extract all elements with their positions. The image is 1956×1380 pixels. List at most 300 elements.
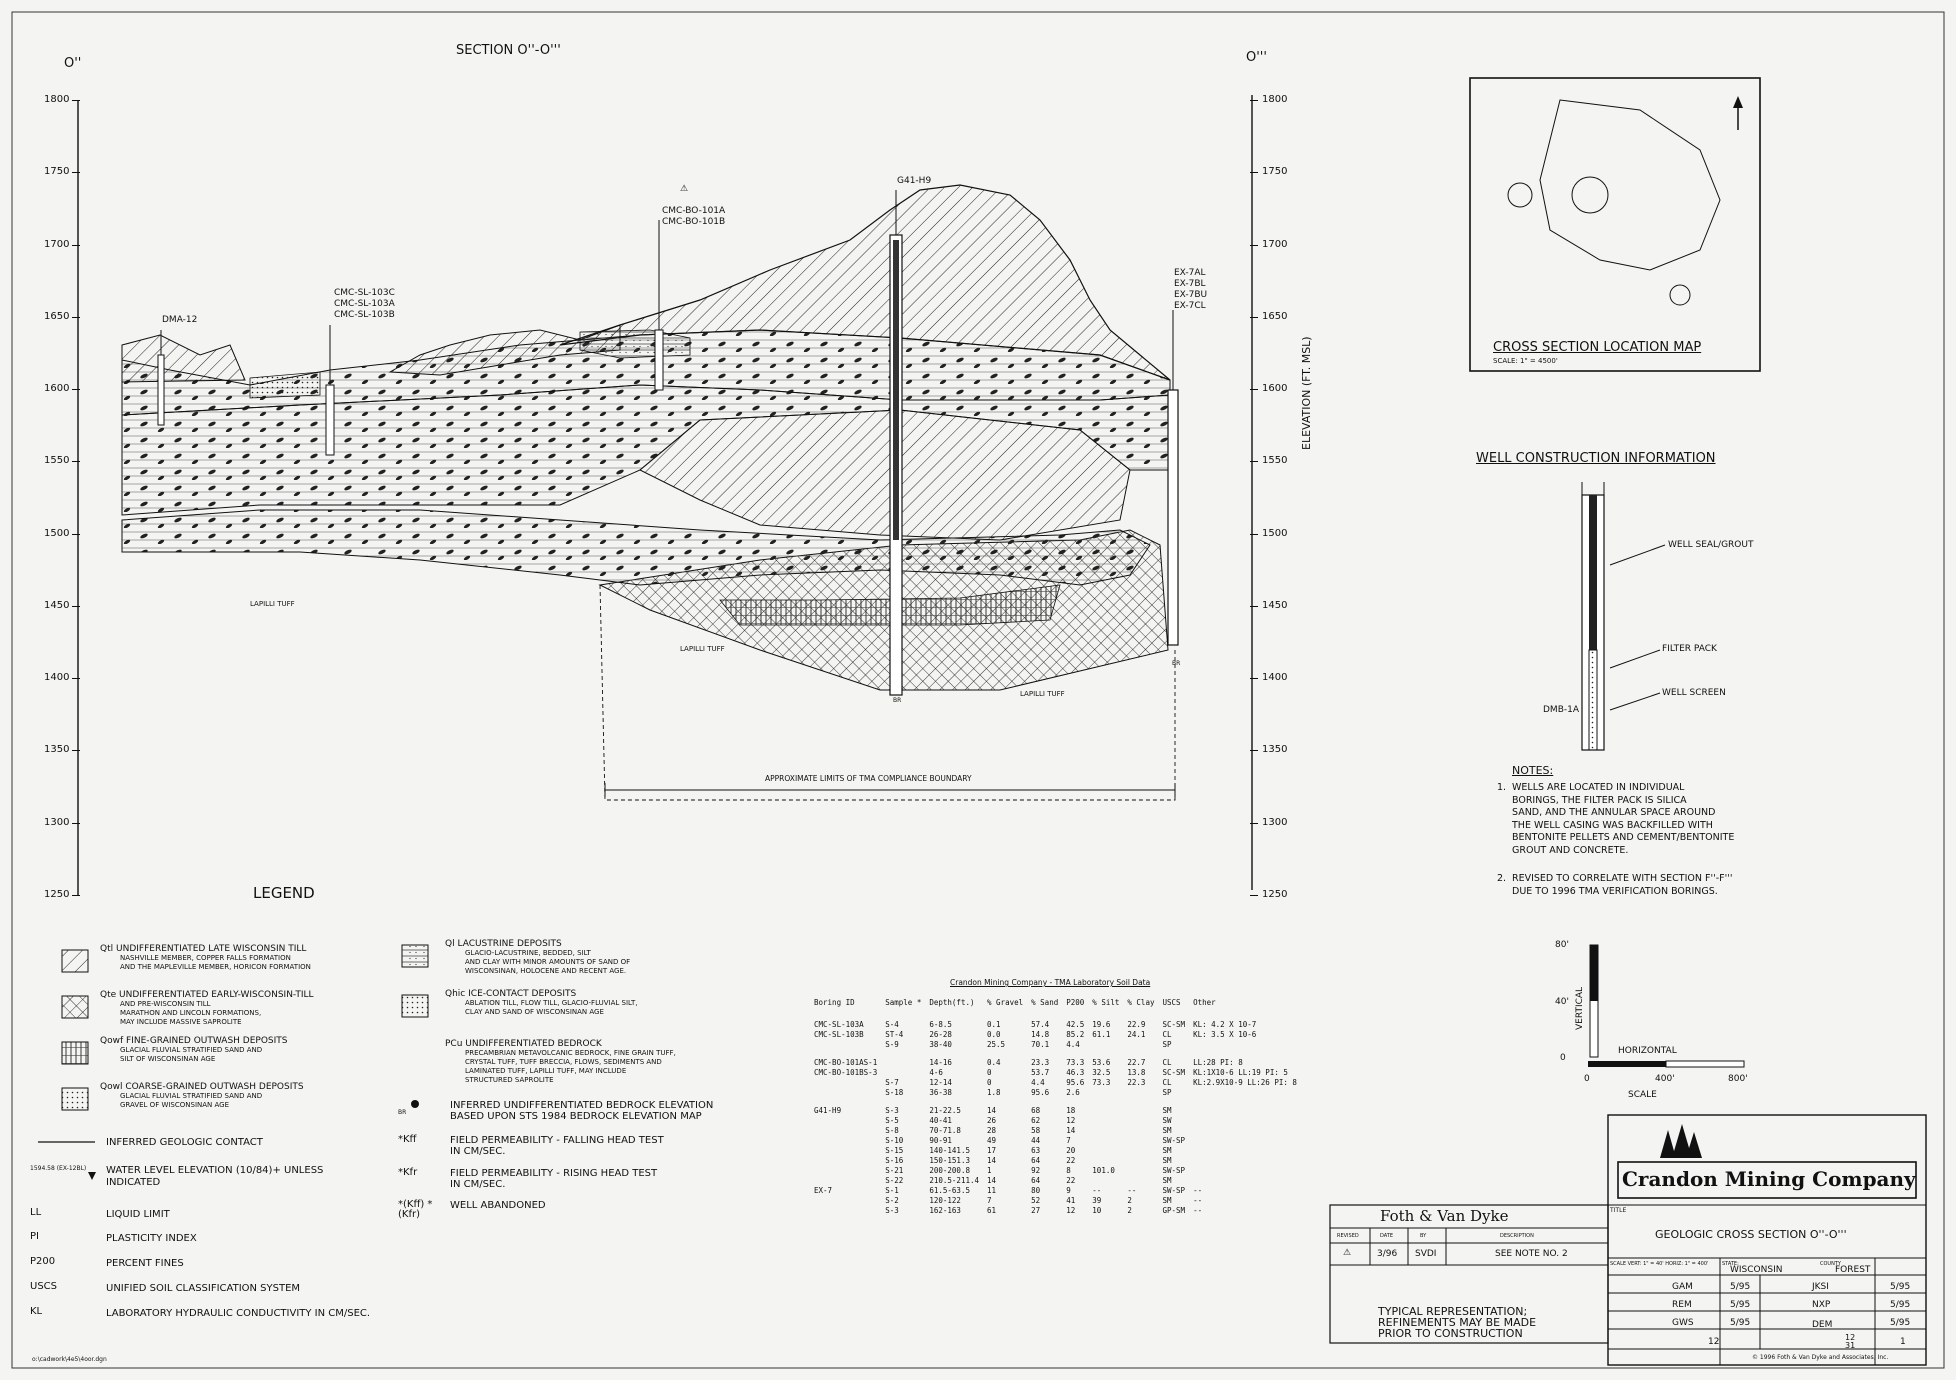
section-left-end: O'' bbox=[64, 56, 82, 71]
right-tick-label: 1600 bbox=[1262, 383, 1288, 395]
table-cell bbox=[1088, 1136, 1123, 1146]
left-tick-mark bbox=[72, 461, 80, 462]
table-cell: SW-SP bbox=[1162, 1186, 1186, 1195]
table-cell: 63 bbox=[1031, 1146, 1041, 1155]
table-cell bbox=[810, 1196, 881, 1206]
location-map bbox=[1470, 78, 1760, 371]
legend-item-title: UNDIFFERENTIATED EARLY-WISCONSIN-TILL bbox=[119, 990, 314, 1000]
legend-item-desc: MAY INCLUDE MASSIVE SAPROLITE bbox=[120, 1018, 242, 1026]
legend-symbol-text: WATER LEVEL ELEVATION (10/84)+ UNLESS INDICATED bbox=[106, 1165, 324, 1188]
legend-symbol: KL bbox=[30, 1306, 43, 1317]
table-cell: 64 bbox=[1031, 1156, 1041, 1165]
left-tick-mark bbox=[72, 172, 80, 173]
table-row bbox=[810, 1126, 1301, 1136]
table-cell bbox=[1189, 1116, 1301, 1126]
late-till-wedge bbox=[640, 410, 1130, 540]
table-cell: 210.5-211.4 bbox=[929, 1176, 980, 1185]
table-cell bbox=[1189, 1146, 1301, 1156]
table-cell: 12 bbox=[1066, 1206, 1076, 1215]
location-map-scale: SCALE: 1" = 4500' bbox=[1493, 357, 1558, 365]
legend-item bbox=[445, 990, 637, 1017]
copyright: © 1996 Foth & Van Dyke and Associates, Inc. bbox=[1752, 1354, 1889, 1361]
soil-data-table bbox=[810, 998, 1301, 1216]
left-tick-mark bbox=[72, 606, 80, 607]
note-number: 1. bbox=[1497, 782, 1507, 793]
table-cell: 46.3 bbox=[1066, 1068, 1085, 1077]
legend-symbol-text: UNIFIED SOIL CLASSIFICATION SYSTEM bbox=[106, 1283, 301, 1294]
left-tick-mark bbox=[72, 895, 80, 896]
br-label-g41: BR bbox=[893, 697, 902, 704]
file-path: o:\cadwork\4e5\4oor.dgn bbox=[32, 1356, 107, 1363]
table-cell: CMC-BO-101AS-1 bbox=[814, 1058, 878, 1067]
legend-item bbox=[100, 1083, 304, 1110]
right-tick-mark bbox=[1250, 389, 1258, 390]
table-header-cell: Other bbox=[1193, 998, 1216, 1007]
table-cell: 20 bbox=[1066, 1146, 1076, 1155]
table-cell: KL:2.9X10-9 LL:26 PI: 8 bbox=[1193, 1078, 1297, 1087]
right-tick-label: 1300 bbox=[1262, 816, 1288, 828]
horizontal-scale-label: HORIZONTAL bbox=[1618, 1046, 1677, 1056]
legend-item bbox=[445, 1040, 676, 1085]
legend-item bbox=[100, 991, 314, 1027]
table-cell: KL:1X10-6 LL:19 PI: 5 bbox=[1193, 1068, 1288, 1077]
legend-symbol: LL bbox=[30, 1207, 42, 1218]
filter-pack-label: FILTER PACK bbox=[1662, 644, 1717, 654]
table-cell bbox=[1123, 1166, 1158, 1176]
typical-representation-note: TYPICAL REPRESENTATION; REFINEMENTS MAY BE MADE PRIOR TO CONSTRUCTION bbox=[1378, 1305, 1537, 1340]
table-cell: 39 bbox=[1092, 1196, 1102, 1205]
section-title: SECTION O''-O''' bbox=[456, 43, 561, 58]
label-cmc-sl: CMC-SL-103C CMC-SL-103A CMC-SL-103B bbox=[334, 288, 395, 320]
legend-item-desc: SILT OF WISCONSINAN AGE bbox=[120, 1055, 216, 1063]
legend-item-desc: MARATHON AND LINCOLN FORMATIONS, bbox=[120, 1009, 262, 1017]
legend-symbol: USCS bbox=[30, 1281, 57, 1292]
legend-symbol-text: PERCENT FINES bbox=[106, 1258, 184, 1269]
table-cell bbox=[810, 1176, 881, 1186]
table-cell bbox=[1123, 1126, 1158, 1136]
table-cell: 53.7 bbox=[1031, 1068, 1050, 1077]
table-cell bbox=[810, 1166, 881, 1176]
note-line: THE WELL CASING WAS BACKFILLED WITH bbox=[1512, 819, 1713, 831]
drawn-by: GAM bbox=[1672, 1282, 1693, 1292]
table-cell bbox=[1088, 1116, 1123, 1126]
table-cell: 0.0 bbox=[987, 1030, 1001, 1039]
table-cell bbox=[1123, 1088, 1158, 1098]
legend-item-desc: CLAY AND SAND OF WISCONSINAN AGE bbox=[465, 1008, 604, 1016]
table-row bbox=[810, 1156, 1301, 1166]
legend-symbol-text-2: IN CM/SEC. bbox=[450, 1179, 506, 1190]
well-seal-label: WELL SEAL/GROUT bbox=[1668, 540, 1754, 550]
table-cell: 4.4 bbox=[1066, 1040, 1080, 1049]
table-cell: 23.3 bbox=[1031, 1058, 1050, 1067]
legend-item bbox=[100, 1037, 288, 1064]
table-header-cell: USCS bbox=[1162, 998, 1181, 1007]
table-cell: 44 bbox=[1031, 1136, 1041, 1145]
left-tick-label: 1450 bbox=[44, 599, 70, 611]
table-cell: 2 bbox=[1127, 1196, 1132, 1205]
table-cell: G41-H9 bbox=[814, 1106, 842, 1115]
scale-info: SCALE VERT: 1" = 40' HORIZ: 1" = 400' bbox=[1610, 1261, 1709, 1267]
table-cell bbox=[810, 1116, 881, 1126]
table-cell bbox=[1189, 1156, 1301, 1166]
table-header-cell: Sample * bbox=[885, 998, 922, 1007]
legend-code: PCu bbox=[445, 1039, 463, 1049]
legend-code: Qte bbox=[100, 990, 117, 1000]
note-line: WELLS ARE LOCATED IN INDIVIDUAL bbox=[1512, 782, 1685, 793]
table-header-cell: % Clay bbox=[1127, 998, 1155, 1007]
vertical-scale-label: VERTICAL bbox=[1575, 986, 1585, 1030]
left-tick-mark bbox=[72, 389, 80, 390]
boring-ex-7 bbox=[1168, 310, 1178, 645]
boring-g41-h9 bbox=[890, 190, 902, 695]
legend-symbol-text: WELL ABANDONED bbox=[450, 1200, 546, 1211]
table-cell: -- bbox=[1092, 1186, 1102, 1195]
table-cell bbox=[1088, 1156, 1123, 1166]
note-line: REVISED TO CORRELATE WITH SECTION F''-F''' bbox=[1512, 873, 1733, 884]
lapilli-tuff-right: LAPILLI TUFF bbox=[1020, 690, 1065, 698]
right-tick-label: 1350 bbox=[1262, 744, 1288, 756]
label-dma-12: DMA-12 bbox=[162, 315, 198, 325]
table-cell: S-10 bbox=[885, 1136, 904, 1145]
legend-item-desc: CRYSTAL TUFF, TUFF BRECCIA, FLOWS, SEDIMENTS AND bbox=[465, 1058, 662, 1066]
scale-label: SCALE bbox=[1628, 1090, 1657, 1100]
rev-header-revised: REVISED bbox=[1337, 1233, 1359, 1239]
table-cell: SP bbox=[1162, 1040, 1172, 1049]
legend-code: Qowl bbox=[100, 1082, 123, 1092]
approved-date-1: 5/95 bbox=[1730, 1300, 1751, 1310]
tma-boundary-label: APPROXIMATE LIMITS OF TMA COMPLIANCE BOUNDARY bbox=[765, 774, 972, 783]
table-cell bbox=[810, 1156, 881, 1166]
right-tick-label: 1800 bbox=[1262, 94, 1288, 105]
legend-item-desc: PRECAMBRIAN METAVOLCANIC BEDROCK, FINE GRAIN TUFF, bbox=[465, 1049, 676, 1057]
section-right-end: O''' bbox=[1246, 50, 1267, 65]
table-row bbox=[810, 1088, 1301, 1098]
table-cell: 22.3 bbox=[1127, 1078, 1146, 1087]
left-tick-label: 1350 bbox=[44, 744, 70, 756]
table-cell bbox=[881, 1068, 925, 1078]
legend-symbol: P200 bbox=[30, 1256, 56, 1267]
table-cell: 14 bbox=[987, 1156, 997, 1165]
table-row bbox=[810, 1078, 1301, 1088]
left-tick-mark bbox=[72, 823, 80, 824]
table-header-cell: % Silt bbox=[1092, 998, 1120, 1007]
legend-item-desc: WISCONSINAN, HOLOCENE AND RECENT AGE. bbox=[465, 967, 627, 975]
table-cell: 10 bbox=[1092, 1206, 1102, 1215]
rev-header-date: DATE bbox=[1380, 1233, 1394, 1239]
legend-code: Qowf bbox=[100, 1036, 124, 1046]
table-cell bbox=[1189, 1106, 1301, 1116]
boring-cmc-sl-103 bbox=[326, 325, 334, 455]
table-cell: 49 bbox=[987, 1136, 997, 1145]
table-cell: SP bbox=[1162, 1088, 1172, 1097]
table-cell: S-22 bbox=[885, 1176, 904, 1185]
legend-symbol: PI bbox=[30, 1231, 39, 1242]
rev-description: SEE NOTE NO. 2 bbox=[1495, 1249, 1568, 1259]
left-tick-label: 1550 bbox=[44, 455, 70, 467]
table-cell: 61.1 bbox=[1092, 1030, 1111, 1039]
table-cell: SM bbox=[1162, 1196, 1172, 1205]
legend-item-desc: AND PRE-WISCONSIN TILL bbox=[120, 1000, 211, 1008]
legend-symbol: *(Kff) *(Kfr) bbox=[398, 1199, 433, 1220]
table-row bbox=[810, 1040, 1301, 1050]
table-cell: EX-7 bbox=[814, 1186, 833, 1195]
legend-item-desc: AND THE MAPLEVILLE MEMBER, HORICON FORMATION bbox=[120, 963, 311, 971]
rev-by: SVDI bbox=[1415, 1249, 1437, 1259]
table-cell: SW bbox=[1162, 1116, 1172, 1125]
table-header-row bbox=[810, 998, 1301, 1008]
right-tick-mark bbox=[1250, 606, 1258, 607]
right-tick-mark bbox=[1250, 823, 1258, 824]
legend-item-desc: LAMINATED TUFF, LAPILLI TUFF, MAY INCLUDE bbox=[465, 1067, 627, 1075]
hscale-tick-800: 800' bbox=[1728, 1074, 1748, 1084]
table-cell: SM bbox=[1162, 1176, 1172, 1185]
legend-symbol-text: PLASTICITY INDEX bbox=[106, 1233, 197, 1244]
table-cell: 28 bbox=[987, 1126, 997, 1135]
table-cell: S-8 bbox=[885, 1126, 899, 1135]
br-label-ex7: BR bbox=[1172, 660, 1181, 667]
table-cell: 120-122 bbox=[929, 1196, 961, 1205]
left-hill-late-till bbox=[122, 335, 245, 382]
table-cell: 70.1 bbox=[1031, 1040, 1050, 1049]
table-cell: 36-38 bbox=[929, 1088, 952, 1097]
table-row bbox=[810, 1166, 1301, 1176]
table-header-cell: Depth(ft.) bbox=[929, 998, 975, 1007]
table-cell: 53.6 bbox=[1092, 1058, 1111, 1067]
hscale-tick-0: 0 bbox=[1584, 1074, 1590, 1084]
table-cell: KL: 4.2 X 10-7 bbox=[1193, 1020, 1257, 1029]
note-line: DUE TO 1996 TMA VERIFICATION BORINGS. bbox=[1512, 885, 1718, 897]
right-tick-mark bbox=[1250, 461, 1258, 462]
table-cell: SW-SP bbox=[1162, 1166, 1186, 1175]
right-tick-mark bbox=[1250, 245, 1258, 246]
table-row bbox=[810, 1206, 1301, 1216]
left-tick-mark bbox=[72, 100, 80, 101]
legend-item-title: LACUSTRINE DEPOSITS bbox=[457, 939, 562, 949]
vscale-tick-40: 40' bbox=[1555, 997, 1569, 1007]
note-line: GROUT AND CONCRETE. bbox=[1512, 844, 1629, 856]
table-cell: SM bbox=[1162, 1126, 1172, 1135]
table-cell: 4.4 bbox=[1031, 1078, 1045, 1087]
table-cell: S-3 bbox=[885, 1106, 899, 1115]
legend-symbol-text: LABORATORY HYDRAULIC CONDUCTIVITY IN CM/SEC. bbox=[106, 1308, 371, 1319]
table-cell: 22 bbox=[1066, 1156, 1076, 1165]
table-cell bbox=[1123, 1146, 1158, 1156]
rev-header-by: BY bbox=[1420, 1233, 1427, 1239]
checked-date: 5/95 bbox=[1890, 1282, 1911, 1292]
table-cell: 92 bbox=[1031, 1166, 1041, 1175]
table-cell: S-18 bbox=[885, 1088, 904, 1097]
note-number: 2. bbox=[1497, 873, 1507, 884]
table-row bbox=[810, 1146, 1301, 1156]
table-cell: 7 bbox=[1066, 1136, 1071, 1145]
table-cell: SM bbox=[1162, 1156, 1172, 1165]
soil-table-title: Crandon Mining Company - TMA Laboratory Soil Data bbox=[950, 978, 1151, 987]
table-cell: 85.2 bbox=[1066, 1030, 1085, 1039]
table-cell: 58 bbox=[1031, 1126, 1041, 1135]
legend-item-desc: ABLATION TILL, FLOW TILL, GLACIO-FLUVIAL SILT, bbox=[465, 999, 638, 1007]
state-label: STATE: bbox=[1722, 1261, 1739, 1267]
left-tick-label: 1400 bbox=[44, 672, 70, 684]
table-cell: 9 bbox=[1066, 1186, 1071, 1195]
table-cell: 40-41 bbox=[929, 1116, 952, 1125]
right-tick-label: 1500 bbox=[1262, 527, 1288, 539]
legend-symbol-entry bbox=[450, 1135, 664, 1157]
table-cell: CMC-SL-103B bbox=[814, 1030, 864, 1039]
table-cell bbox=[1088, 1106, 1123, 1116]
table-cell: SC-SM bbox=[1162, 1068, 1186, 1077]
approved-date-4: 5/95 bbox=[1890, 1318, 1911, 1328]
table-row bbox=[810, 1106, 1301, 1116]
left-tick-label: 1600 bbox=[44, 383, 70, 395]
left-tick-mark bbox=[72, 534, 80, 535]
table-cell: CMC-SL-103A bbox=[814, 1020, 864, 1029]
legend-item-desc: NASHVILLE MEMBER, COPPER FALLS FORMATION bbox=[120, 954, 291, 962]
right-tick-mark bbox=[1250, 172, 1258, 173]
right-tick-label: 1650 bbox=[1262, 310, 1288, 322]
table-cell: 70-71.8 bbox=[929, 1126, 961, 1135]
left-tick-label: 1700 bbox=[44, 238, 70, 250]
warning-triangle-icon: ⚠ bbox=[680, 184, 689, 194]
table-cell: 26 bbox=[987, 1116, 997, 1125]
legend-item-title: FINE-GRAINED OUTWASH DEPOSITS bbox=[126, 1036, 288, 1046]
drawn-date: 5/95 bbox=[1730, 1282, 1751, 1292]
table-cell: 38-40 bbox=[929, 1040, 952, 1049]
table-cell: 11 bbox=[987, 1186, 997, 1195]
legend-symbol: *Kfr bbox=[398, 1167, 418, 1178]
table-cell: -- bbox=[1193, 1186, 1203, 1195]
geologic-section bbox=[122, 185, 1175, 800]
table-cell: -- bbox=[1193, 1196, 1203, 1205]
table-cell bbox=[1088, 1040, 1123, 1050]
table-cell: 1 bbox=[987, 1166, 992, 1175]
left-tick-label: 1250 bbox=[44, 889, 70, 900]
well-info-title: WELL CONSTRUCTION INFORMATION bbox=[1476, 451, 1716, 466]
right-tick-mark bbox=[1250, 317, 1258, 318]
legend-item-desc: GLACIAL FLUVIAL STRATIFIED SAND AND bbox=[120, 1046, 263, 1054]
table-cell: S-15 bbox=[885, 1146, 904, 1155]
table-cell: -- bbox=[1127, 1186, 1137, 1195]
table-cell bbox=[1189, 1136, 1301, 1146]
table-cell: S-1 bbox=[885, 1186, 899, 1195]
table-cell bbox=[810, 1146, 881, 1156]
location-map-title: CROSS SECTION LOCATION MAP bbox=[1493, 340, 1702, 355]
table-row bbox=[810, 1136, 1301, 1146]
legend-item bbox=[445, 940, 630, 976]
table-cell: 64 bbox=[1031, 1176, 1041, 1185]
legend-symbol-text: LIQUID LIMIT bbox=[106, 1209, 170, 1220]
approved-by-2: NXP bbox=[1812, 1300, 1831, 1310]
table-cell bbox=[810, 1126, 881, 1136]
table-cell: 90-91 bbox=[929, 1136, 952, 1145]
table-row bbox=[810, 1196, 1301, 1206]
table-cell bbox=[1123, 1040, 1158, 1050]
table-cell: 14 bbox=[1066, 1126, 1076, 1135]
rev-header-description: DESCRIPTION bbox=[1500, 1233, 1534, 1239]
vscale-tick-0: 0 bbox=[1560, 1053, 1566, 1063]
table-cell bbox=[1189, 1088, 1301, 1098]
legend-code: Qtl bbox=[100, 944, 114, 954]
table-cell: 19.6 bbox=[1092, 1020, 1111, 1029]
table-cell: -- bbox=[1193, 1206, 1203, 1215]
left-tick-label: 1500 bbox=[44, 527, 70, 539]
legend-item-desc: AND CLAY WITH MINOR AMOUNTS OF SAND OF bbox=[465, 958, 631, 966]
table-cell: 27 bbox=[1031, 1206, 1041, 1215]
left-tick-mark bbox=[72, 317, 80, 318]
table-cell bbox=[1088, 1088, 1123, 1098]
table-cell: 4-6 bbox=[929, 1068, 943, 1077]
legend-symbol: 1594.58 (EX-12BL) bbox=[30, 1165, 87, 1172]
table-cell: 14 bbox=[987, 1106, 997, 1115]
table-header-cell: % Sand bbox=[1031, 998, 1059, 1007]
table-cell: 14 bbox=[987, 1176, 997, 1185]
table-cell: S-21 bbox=[885, 1166, 904, 1175]
table-row bbox=[810, 1020, 1301, 1030]
table-cell: SW-SP bbox=[1162, 1136, 1186, 1145]
table-cell: 162-163 bbox=[929, 1206, 961, 1215]
left-tick-mark bbox=[72, 750, 80, 751]
table-cell: 0 bbox=[987, 1078, 992, 1087]
table-cell: 24.1 bbox=[1127, 1030, 1146, 1039]
table-cell: 25.5 bbox=[987, 1040, 1006, 1049]
vscale-tick-80: 80' bbox=[1555, 940, 1569, 950]
legend-title: LEGEND bbox=[253, 884, 315, 902]
table-cell bbox=[1189, 1176, 1301, 1186]
ice-contact-deposit bbox=[250, 372, 320, 398]
table-row bbox=[810, 1058, 1301, 1068]
table-cell: 200-200.8 bbox=[929, 1166, 970, 1175]
rev-date: 3/96 bbox=[1377, 1249, 1398, 1259]
legend-item-desc: GRAVEL OF WISCONSINAN AGE bbox=[120, 1101, 230, 1109]
table-cell: S-5 bbox=[885, 1116, 899, 1125]
county-label: COUNTY bbox=[1820, 1261, 1841, 1267]
table-cell: 26-28 bbox=[929, 1030, 952, 1039]
right-tick-label: 1250 bbox=[1262, 889, 1288, 900]
table-cell: LL:28 PI: 8 bbox=[1193, 1058, 1243, 1067]
table-cell: S-9 bbox=[885, 1040, 899, 1049]
table-cell: CMC-BO-101BS-3 bbox=[814, 1068, 878, 1077]
table-cell: 21-22.5 bbox=[929, 1106, 961, 1115]
table-cell: 8 bbox=[1066, 1166, 1071, 1175]
label-g41-h9: G41-H9 bbox=[897, 176, 932, 186]
left-tick-label: 1800 bbox=[44, 94, 70, 105]
right-tick-mark bbox=[1250, 534, 1258, 535]
table-cell: 52 bbox=[1031, 1196, 1041, 1205]
left-tick-mark bbox=[72, 245, 80, 246]
legend-item bbox=[100, 945, 311, 972]
table-cell: GP-SM bbox=[1162, 1206, 1186, 1215]
table-cell bbox=[1088, 1126, 1123, 1136]
table-cell: 95.6 bbox=[1031, 1088, 1050, 1097]
table-cell: 68 bbox=[1031, 1106, 1041, 1115]
table-cell: 62 bbox=[1031, 1116, 1041, 1125]
table-cell bbox=[1088, 1146, 1123, 1156]
table-cell: S-16 bbox=[885, 1156, 904, 1165]
approved-date-3: 5/95 bbox=[1730, 1318, 1751, 1328]
table-cell: 7 bbox=[987, 1196, 992, 1205]
legend-symbol-text: FIELD PERMEABILITY - FALLING HEAD TEST bbox=[450, 1135, 664, 1146]
rev-warning-icon: ⚠ bbox=[1343, 1248, 1352, 1258]
right-tick-mark bbox=[1250, 895, 1258, 896]
hscale-tick-400: 400' bbox=[1655, 1074, 1675, 1084]
table-cell: SM bbox=[1162, 1106, 1172, 1115]
table-cell: 12 bbox=[1066, 1116, 1076, 1125]
sheet-of: 31 bbox=[1845, 1341, 1856, 1350]
table-cell: CL bbox=[1162, 1058, 1172, 1067]
table-cell: SM bbox=[1162, 1146, 1172, 1155]
table-cell: 61 bbox=[987, 1206, 997, 1215]
left-tick-label: 1750 bbox=[44, 166, 70, 178]
boring-cmc-bo-101 bbox=[655, 220, 663, 390]
